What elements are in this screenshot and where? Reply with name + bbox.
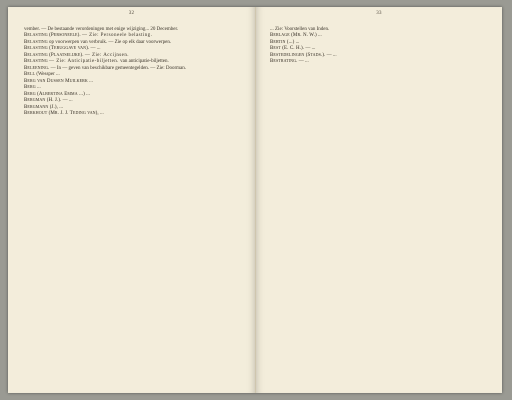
- index-entry-body: (Wessper ...: [36, 72, 60, 78]
- index-entry-head: Berg van Dussen Muilkerk: [24, 78, 88, 84]
- index-entry-body: ...: [318, 33, 322, 39]
- index-entry: [24, 33, 245, 39]
- left-page: [8, 7, 255, 393]
- index-entry: [24, 59, 245, 65]
- index-entry-head: Berg: [24, 85, 36, 91]
- index-entry-body: ...: [37, 85, 41, 91]
- index-entry: [270, 46, 484, 52]
- index-entry-body: ...: [295, 39, 300, 45]
- index-entry: [270, 27, 484, 33]
- index-entry-xref: — Zie: Anticipatie-biljetten.: [49, 59, 119, 65]
- index-entry-head: Bergman (H. J.).: [24, 98, 62, 104]
- index-entry-head: Bertin (...): [270, 39, 295, 45]
- index-entry: [24, 46, 245, 52]
- index-entry: [270, 59, 484, 65]
- index-entry-head: Berkhout (Mr. J. J. Teding van),: [24, 111, 99, 117]
- index-entries-right: [270, 27, 484, 66]
- index-entry-body: ... Zie: Voorstellen van Inden.: [270, 27, 330, 32]
- index-entry: [24, 79, 245, 85]
- index-entry-body: op voorwerpen van verbruik. — Zie op elk daar voorwerpen.: [49, 39, 172, 45]
- index-entry-head: Bergmann (J.),: [24, 104, 58, 110]
- index-entry: [24, 66, 245, 72]
- index-entry-xref: — Zie: Personeele belasting.: [81, 33, 153, 39]
- index-entry: [24, 92, 245, 98]
- index-entry-xref: — Zie: Accijnsen.: [84, 52, 129, 58]
- index-entry: [24, 85, 245, 91]
- index-entry: [270, 40, 484, 46]
- index-entry-body: — ...: [298, 59, 309, 65]
- page-number-right: 33: [376, 11, 382, 16]
- index-entry-head: Berg (Albertina Emma ...): [24, 91, 85, 97]
- index-entry-body: — ...: [305, 46, 316, 52]
- index-entry-head: Bell: [24, 72, 36, 78]
- index-entry-body: ...: [100, 111, 104, 117]
- index-entry-body: vember. — De bestaande verordeningen met enige wijziging... 20 December.: [24, 27, 179, 32]
- index-entry-body: — ...: [326, 52, 337, 58]
- index-entry-head: Beleening.: [24, 65, 50, 71]
- index-entry: [24, 111, 245, 117]
- index-entry-body: — ...: [90, 46, 101, 52]
- index-entry: [24, 40, 245, 46]
- open-book: [8, 7, 502, 393]
- index-entry-head: Belasting: [24, 39, 48, 45]
- right-page: [255, 7, 502, 393]
- index-entry: [24, 53, 245, 59]
- index-entry: [270, 33, 484, 39]
- index-entry: [24, 27, 245, 33]
- index-entry-body: ...: [59, 104, 63, 110]
- index-entry-head: Best (E. C. H.).: [270, 46, 305, 52]
- index-entry-body: van anticipatie-biljetten.: [120, 59, 169, 65]
- index-entry-body: ...: [89, 78, 93, 84]
- index-entry-head: Belasting (Teruggave van).: [24, 46, 90, 52]
- index-entry-head: Belasting (Plaatselijke).: [24, 52, 84, 58]
- index-entries-left: [24, 27, 245, 117]
- index-entry: [24, 105, 245, 111]
- index-entry-head: Belasting: [24, 59, 48, 65]
- index-entry-body: ...: [86, 91, 90, 97]
- index-entry-head: Berlage (Mr. N. W.): [270, 33, 317, 39]
- index-entry: [24, 72, 245, 78]
- index-entry: [270, 53, 484, 59]
- index-entry-body: — In — geven van beschikbare gemeentegelden. — Zie: Doorman.: [50, 65, 186, 71]
- page-number-left: 32: [128, 11, 135, 16]
- index-entry-head: Belasting (Personeele).: [24, 33, 81, 39]
- index-entry-head: Bestrating.: [270, 59, 298, 65]
- index-entry-head: Bestedelingen (Stads.).: [270, 52, 326, 58]
- index-entry-body: — ...: [62, 98, 73, 104]
- index-entry: [24, 98, 245, 104]
